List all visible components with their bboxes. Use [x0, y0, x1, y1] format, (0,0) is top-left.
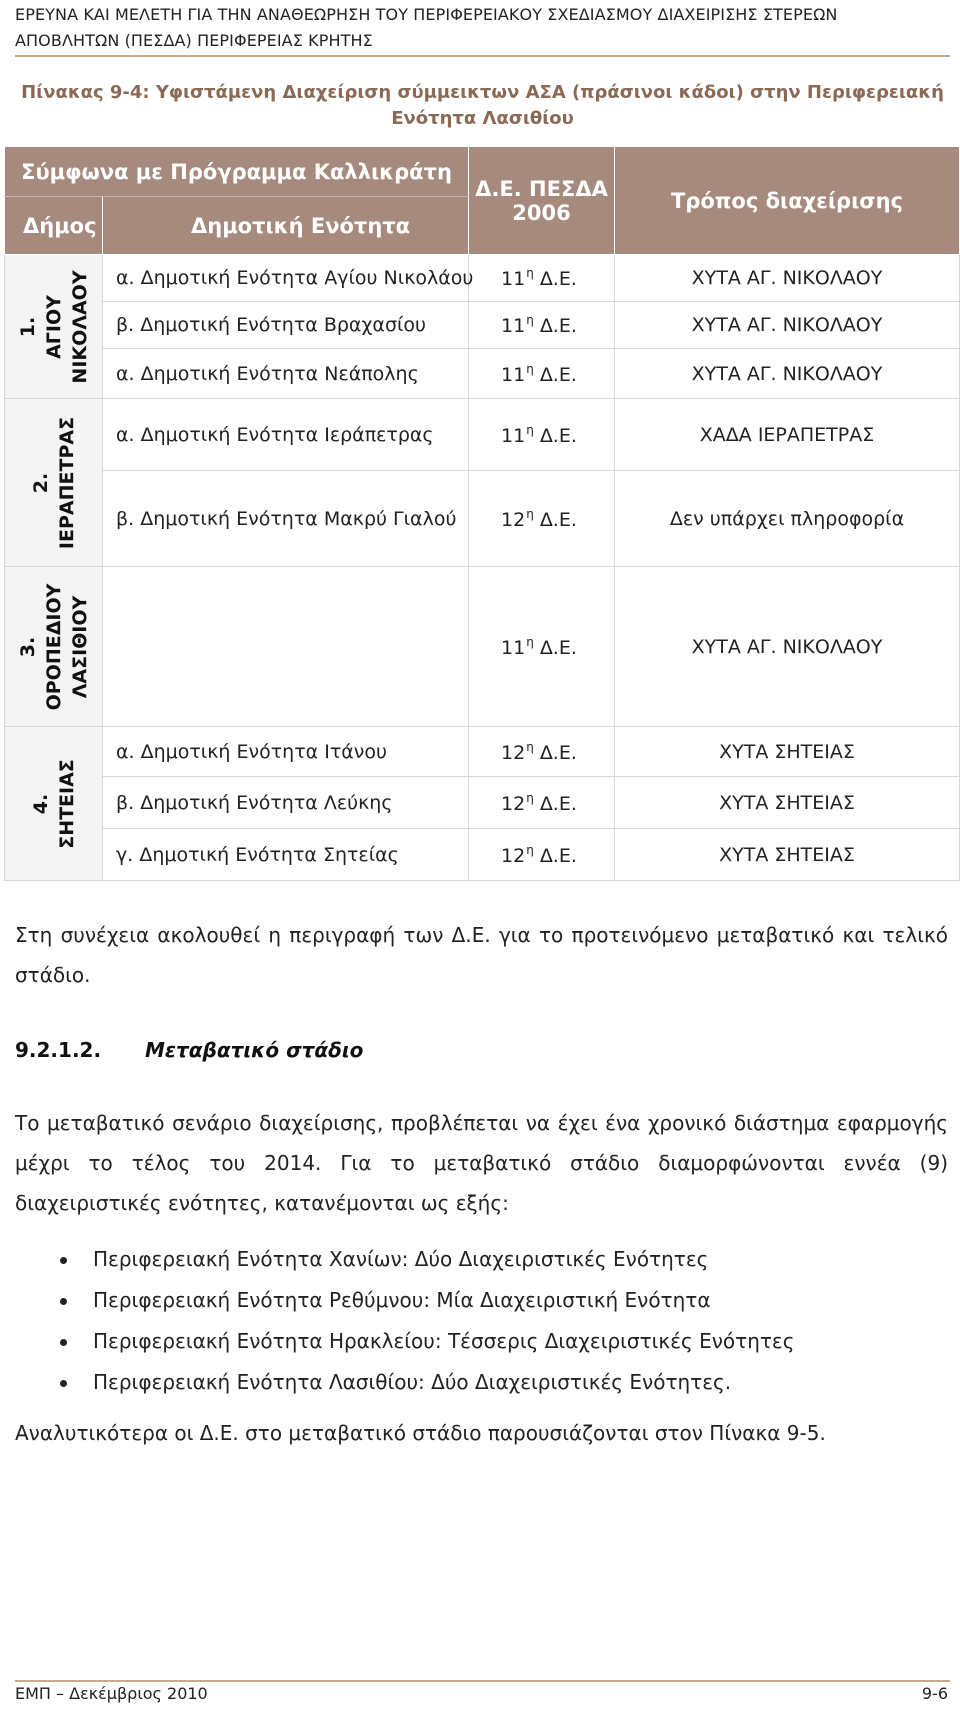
list-item-text: Περιφερειακή Ενότητα Χανίων: Δύο Διαχειριστικές Ενότητες — [93, 1247, 709, 1271]
ed-superscript: η — [526, 739, 534, 754]
de-cell: α. Δημοτική Ενότητα Νεάπολης — [103, 349, 469, 399]
list-item-text: Περιφερειακή Ενότητα Λασιθίου: Δύο Διαχειριστικές Ενότητες. — [93, 1370, 732, 1394]
list-item-text: Περιφερειακή Ενότητα Ρεθύμνου: Μία Διαχειριστική Ενότητα — [93, 1288, 711, 1312]
ed-suffix: Δ.Ε. — [539, 508, 577, 531]
de-column-header — [103, 197, 469, 255]
ed-suffix: Δ.Ε. — [539, 741, 577, 764]
ed-superscript: η — [526, 790, 534, 805]
tropos-column-header: Τρόπος διαχείρισης — [615, 147, 960, 255]
ed-cell — [469, 777, 615, 829]
list-item — [60, 1239, 940, 1280]
bullet-list — [60, 1239, 940, 1403]
dimos-num: 1. — [16, 316, 39, 337]
dimos-cell — [5, 727, 103, 881]
ed-number: 11 — [501, 363, 526, 386]
de-cell: α. Δημοτική Ενότητα Ιεράπετρας — [103, 399, 469, 471]
dimos-cell — [5, 567, 103, 727]
de-cell: β. Δημοτική Ενότητα Λεύκης — [103, 777, 469, 829]
pesda-header-line-1: Δ.Ε. ΠΕΣΔΑ — [475, 176, 608, 201]
ed-cell — [469, 302, 615, 349]
dimos-label — [28, 416, 80, 548]
table-row — [5, 471, 960, 567]
ed-number: 12 — [501, 792, 526, 815]
section-number: 9.2.1.2. — [15, 1038, 102, 1062]
paragraph-intro: Στη συνέχεια ακολουθεί η περιγραφή των Δ.Ε. για το προτεινόμενο μεταβατικό και τελικό στάδιο. — [15, 923, 948, 987]
dimos-name: ΟΡΟΠΕΔΙΟΥ — [42, 583, 65, 710]
table-row — [5, 255, 960, 302]
ed-number: 11 — [501, 424, 526, 447]
table-row — [5, 777, 960, 829]
de-cell — [103, 567, 469, 727]
table-row — [5, 302, 960, 349]
header-line-1: ΕΡΕΥΝΑ ΚΑΙ ΜΕΛΕΤΗ ΓΙΑ ΤΗΝ ΑΝΑΘΕΩΡΗΣΗ ΤΟΥ ΠΕΡΙΦΕΡΕΙΑΚΟΥ ΣΧΕΔΙΑΣΜΟΥ ΔΙΑΧΕΙΡΙΣΗΣ ΣΤΕΡΕΩΝ — [15, 5, 838, 24]
table-row — [5, 399, 960, 471]
ed-cell — [469, 399, 615, 471]
ed-superscript: η — [526, 842, 534, 857]
ed-number: 11 — [501, 636, 526, 659]
dimos-cell — [5, 399, 103, 567]
section-title: Μεταβατικό στάδιο — [145, 1038, 364, 1062]
footer-left-text: ΕΜΠ – Δεκέμβριος 2010 — [15, 1684, 208, 1703]
tropos-cell: ΧΥΤΑ ΣΗΤΕΙΑΣ — [615, 777, 960, 829]
tropos-cell: Δεν υπάρχει πληροφορία — [615, 471, 960, 567]
ed-suffix: Δ.Ε. — [539, 844, 577, 867]
tropos-cell: ΧΥΤΑ ΣΗΤΕΙΑΣ — [615, 727, 960, 777]
ed-cell — [469, 829, 615, 881]
de-cell: β. Δημοτική Ενότητα Μακρύ Γιαλού — [103, 471, 469, 567]
ed-cell — [469, 727, 615, 777]
ed-number: 11 — [501, 315, 526, 337]
dimos-label — [28, 759, 80, 849]
de-cell: β. Δημοτική Ενότητα Βραχασίου — [103, 302, 469, 349]
bullet-icon — [60, 1257, 67, 1264]
ed-suffix: Δ.Ε. — [539, 636, 577, 659]
tropos-cell: ΧΑΔΑ ΙΕΡΑΠΕΤΡΑΣ — [615, 399, 960, 471]
ed-superscript: η — [526, 506, 534, 521]
tropos-cell: ΧΥΤΑ ΣΗΤΕΙΑΣ — [615, 829, 960, 881]
de-cell: α. Δημοτική Ενότητα Αγίου Νικολάου — [103, 255, 469, 302]
de-cell: α. Δημοτική Ενότητα Ιτάνου — [103, 727, 469, 777]
bullet-icon — [60, 1339, 67, 1346]
list-item-text: Περιφερειακή Ενότητα Ηρακλείου: Τέσσερις Διαχειριστικές Ενότητες — [93, 1329, 795, 1353]
ed-number: 12 — [501, 844, 526, 867]
ed-superscript: η — [526, 313, 534, 327]
dimos-label — [15, 583, 93, 710]
ed-superscript: η — [526, 361, 534, 376]
tropos-cell: ΧΥΤΑ ΑΓ. ΝΙΚΟΛΑΟΥ — [615, 255, 960, 302]
ed-number: 12 — [501, 508, 526, 531]
ed-superscript: η — [526, 422, 534, 437]
ed-suffix: Δ.Ε. — [539, 424, 577, 447]
header-line-2: ΑΠΟΒΛΗΤΩΝ (ΠΕΣΔΑ) ΠΕΡΙΦΕΡΕΙΑΣ ΚΡΗΤΗΣ — [15, 31, 373, 50]
dimos-label — [15, 270, 93, 383]
tropos-cell: ΧΥΤΑ ΑΓ. ΝΙΚΟΛΑΟΥ — [615, 302, 960, 349]
management-table — [4, 146, 960, 881]
dimos-name: ΙΕΡΑΠΕΤΡΑΣ — [55, 416, 78, 549]
de-cell: γ. Δημοτική Ενότητα Σητείας — [103, 829, 469, 881]
dimos-cell — [5, 255, 103, 399]
tropos-cell: ΧΥΤΑ ΑΓ. ΝΙΚΟΛΑΟΥ — [615, 349, 960, 399]
section-heading — [15, 1038, 363, 1062]
table-row — [5, 727, 960, 777]
list-item — [60, 1362, 940, 1403]
ed-cell — [469, 567, 615, 727]
caption-line-2: Ενότητα Λασιθίου — [391, 108, 574, 129]
pesda-column-header — [469, 147, 615, 255]
dimos-column-header: Δήμος — [5, 197, 103, 255]
ed-superscript: η — [526, 266, 534, 280]
ed-superscript: η — [526, 634, 534, 649]
kallikratis-group-header: Σύμφωνα με Πρόγραμμα Καλλικράτη — [5, 147, 469, 197]
ed-number: 12 — [501, 741, 526, 764]
ed-suffix: Δ.Ε. — [539, 315, 577, 337]
pesda-header-line-2: 2006 — [512, 200, 571, 225]
tropos-cell: ΧΥΤΑ ΑΓ. ΝΙΚΟΛΑΟΥ — [615, 567, 960, 727]
table-row — [5, 567, 960, 727]
dimos-name: ΣΗΤΕΙΑΣ — [55, 758, 78, 849]
dimos-num: 3. — [16, 636, 39, 657]
list-item — [60, 1321, 940, 1362]
dimos-name: ΑΓΙΟΥ — [42, 294, 65, 359]
paragraph-reference: Αναλυτικότερα οι Δ.Ε. στο μεταβατικό στάδιο παρουσιάζονται στον Πίνακα 9-5. — [15, 1421, 826, 1445]
ed-cell — [469, 349, 615, 399]
document-header — [15, 2, 950, 54]
ed-number: 11 — [501, 268, 526, 290]
header-divider — [15, 55, 950, 57]
footer-divider — [15, 1680, 950, 1682]
dimos-name: ΛΑΣΙΘΙΟΥ — [68, 595, 91, 698]
list-item — [60, 1280, 940, 1321]
page-number: 9-6 — [921, 1684, 948, 1703]
ed-suffix: Δ.Ε. — [539, 363, 577, 386]
table-header-row-1 — [5, 147, 960, 197]
dimos-name: ΝΙΚΟΛΑΟΥ — [68, 269, 91, 384]
caption-line-1: Πίνακας 9-4: Υφιστάμενη Διαχείριση σύμμεικτων ΑΣΑ (πράσινοι κάδοι) στην Περιφερειακή — [21, 82, 944, 103]
de-column-header-label: Δημοτική Ενότητα — [191, 213, 411, 238]
paragraph-scenario: Το μεταβατικό σενάριο διαχείρισης, προβλέπεται να έχει ένα χρονικό διάστημα εφαρμογής μέχρι το τέλος του 2014. Για το μεταβατικό στάδιο διαμορφώνονται εννέα (9) διαχειριστικές ενότητες, κατανέμονται ως εξής: — [15, 1111, 948, 1215]
bullet-icon — [60, 1380, 67, 1387]
ed-cell — [469, 471, 615, 567]
ed-suffix: Δ.Ε. — [539, 268, 577, 290]
bullet-icon — [60, 1298, 67, 1305]
dimos-num: 2. — [29, 472, 52, 493]
table-row — [5, 829, 960, 881]
ed-cell — [469, 255, 615, 302]
table-row — [5, 349, 960, 399]
dimos-num: 4. — [29, 793, 52, 814]
table-caption — [15, 80, 950, 132]
ed-suffix: Δ.Ε. — [539, 792, 577, 815]
